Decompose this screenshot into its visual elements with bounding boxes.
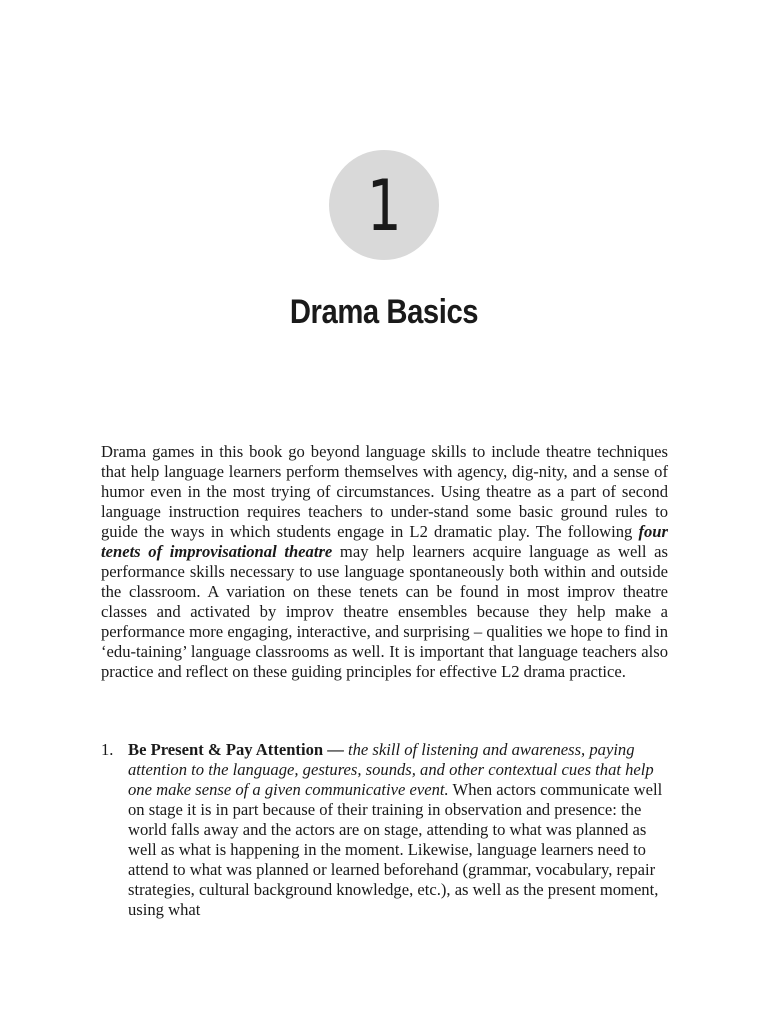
chapter-title: Drama Basics xyxy=(289,292,479,331)
intro-paragraph xyxy=(101,442,668,682)
tenet-heading: Be Present & Pay Attention — xyxy=(128,740,344,759)
chapter-number: 1 xyxy=(366,165,402,247)
chapter-number-badge xyxy=(329,150,439,260)
intro-text-after: may help learners acquire language as well as performance skills necessary to use language spontaneously both within and outside the classroom. A variation on these tenets can be found in most improv theatre classes and activated by improv theatre ensembles because they help make a performance more engaging, interactive, and surprising – qualities we hope to find in ‘edu-taining’ language classrooms as well. It is important that language teachers also practice and reflect on these guiding principles for effective L2 drama practice. xyxy=(101,542,668,681)
intro-emphasis: four tenets of improvisational theatre xyxy=(101,522,668,561)
tenet-text: When actors communicate well on stage it is in part because of their training in observation and presence: the world falls away and the actors are on stage, attending to what was planned as well as what is happening in the moment. Likewise, language learners need to attend to what was planned or learned beforehand (grammar, vocabulary, repair strategies, cultural background knowledge, etc.), as well as the present moment, using what xyxy=(128,780,663,919)
tenet-number: 1. xyxy=(101,740,114,759)
tenet-body xyxy=(128,740,668,920)
tenet-definition: the skill of listening and awareness, paying attention to the language, gestures, sounds, and other contextual cues that help one make sense of a given communicative event. xyxy=(128,740,654,799)
tenet-item xyxy=(101,740,668,920)
intro-text-before: Drama games in this book go beyond language skills to include theatre techniques that help language learners perform themselves with agency, dig-nity, and a sense of humor even in the most trying of circumstances. Using theatre as a part of second language instruction requires teachers to under-stand some basic ground rules to guide the ways in which students engage in L2 dramatic play. The following xyxy=(101,442,668,541)
